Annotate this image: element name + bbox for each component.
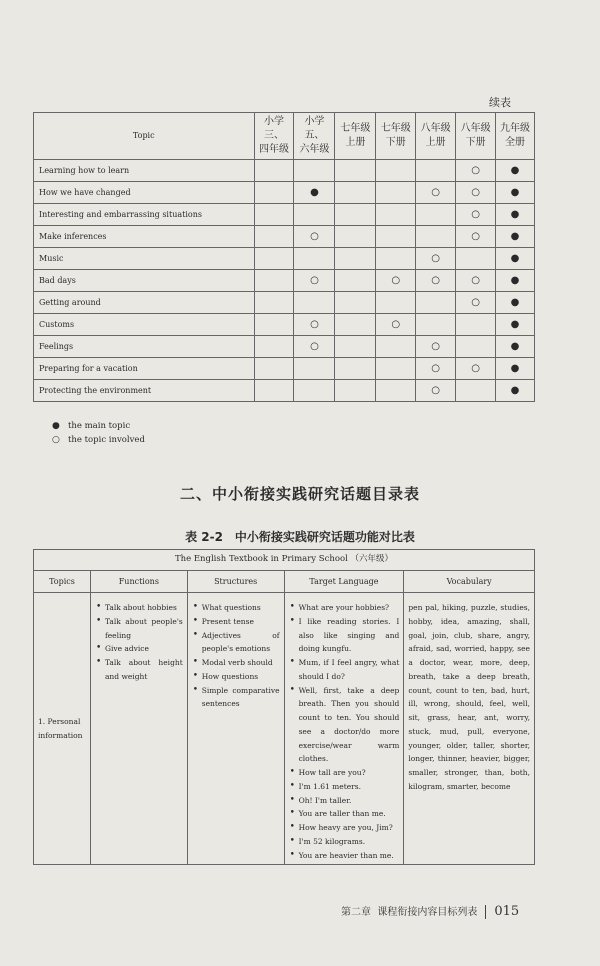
grade-header-line: 三、 (264, 130, 284, 141)
vocabulary-cell (404, 593, 535, 865)
target-language-item: • Oh! I'm taller. (289, 794, 400, 808)
topic-name: How we have changed (34, 182, 255, 204)
empty-cell (376, 226, 416, 248)
empty-cell (335, 336, 376, 358)
footer-divider (485, 905, 486, 919)
header-functions: Functions (90, 571, 187, 593)
main-topic-mark: ● (496, 160, 535, 182)
involved-topic-mark: ○ (294, 314, 335, 336)
empty-cell (254, 358, 294, 380)
topic-cell: 1. Personal information (34, 593, 91, 865)
target-language-item: • You are heavier than me. (289, 849, 400, 863)
empty-cell (335, 160, 376, 182)
grade-header-line: 小学 (264, 116, 284, 127)
topic-name: Feelings (34, 336, 255, 358)
legend-involved-label: the topic involved (68, 435, 145, 445)
structure-item: • Present tense (192, 615, 280, 629)
empty-cell (254, 204, 294, 226)
involved-topic-mark: ○ (456, 204, 496, 226)
legend-main-label: the main topic (68, 421, 131, 431)
main-topic-mark: ● (496, 204, 535, 226)
empty-cell (335, 358, 376, 380)
involved-topic-mark: ○ (416, 182, 456, 204)
section-title: 二、中小衔接实践研究话题目录表 (179, 485, 420, 503)
main-topic-mark: ● (496, 292, 535, 314)
empty-cell (376, 182, 416, 204)
main-topic-mark: ● (496, 270, 535, 292)
target-language-item: • You are taller than me. (289, 807, 400, 821)
grade-header (254, 113, 294, 160)
grade-header (294, 113, 335, 160)
topic-name: Bad days (34, 270, 255, 292)
empty-cell (416, 204, 456, 226)
empty-cell (254, 380, 294, 402)
grade-header-line: 七年级 (380, 123, 411, 134)
table-title: 表 2-2 中小衔接实践研究话题功能对比表 (185, 530, 415, 544)
grade-header-line: 九年级 (500, 123, 531, 134)
topic-name: Music (34, 248, 255, 270)
main-topic-mark: ● (294, 182, 335, 204)
empty-cell (294, 160, 335, 182)
empty-cell (294, 292, 335, 314)
grade-header (496, 113, 535, 160)
topic-name: Interesting and embarrassing situations (34, 204, 255, 226)
involved-topic-mark: ○ (456, 270, 496, 292)
grade-header-line: 下册 (385, 137, 406, 148)
main-topic-mark: ● (496, 336, 535, 358)
empty-cell (456, 380, 496, 402)
grade-header-line: 八年级 (420, 123, 451, 134)
target-language-item: • Mum, if I feel angry, what should I do? (289, 656, 400, 684)
target-language-item: • How tall are you? (289, 766, 400, 780)
header-target-language: Target Language (284, 571, 404, 593)
main-topic-mark: ● (496, 358, 535, 380)
structures-cell (187, 593, 284, 865)
grade-header (416, 113, 456, 160)
empty-cell (376, 358, 416, 380)
grade-header-line: 上册 (425, 137, 446, 148)
empty-cell (254, 292, 294, 314)
table-row (34, 380, 535, 402)
table-row (34, 160, 535, 182)
topic-name: Customs (34, 314, 255, 336)
empty-cell (376, 160, 416, 182)
table-row (34, 292, 535, 314)
empty-cell (335, 380, 376, 402)
topic-name: Make inferences (34, 226, 255, 248)
header-vocabulary: Vocabulary (404, 571, 535, 593)
filled-circle-icon: ● (52, 421, 60, 431)
empty-cell (335, 248, 376, 270)
involved-topic-mark: ○ (456, 358, 496, 380)
table-row (34, 314, 535, 336)
topic-header: Topic (34, 113, 255, 160)
empty-cell (335, 226, 376, 248)
structure-item: • Simple comparative sentences (192, 684, 280, 712)
involved-topic-mark: ○ (416, 380, 456, 402)
open-circle-icon: ○ (52, 435, 60, 445)
empty-cell (254, 270, 294, 292)
table-row (34, 358, 535, 380)
vocabulary-text: pen pal, hiking, puzzle, studies, hobby, idea, amazing, shall, goal, join, club, share, angry, afraid, sad, worried, happy, see a doctor, wear, more, deep, breath, take a deep breath, count, count to ten, bad, hurt, ill, wrong, should, feel, well, sit, grass, hear, ant, worry, stuck, mud, pull, everyone, younger, older, taller, shorter, longer, thinner, heavier, bigger, smaller, stronger, than, both, kilogram, smarter, become (408, 603, 530, 791)
textbook-caption: The English Textbook in Primary School （六年级） (34, 550, 535, 571)
main-topic-mark: ● (496, 314, 535, 336)
topic-name: Protecting the environment (34, 380, 255, 402)
empty-cell (294, 204, 335, 226)
empty-cell (416, 292, 456, 314)
empty-cell (254, 336, 294, 358)
involved-topic-mark: ○ (294, 336, 335, 358)
empty-cell (416, 226, 456, 248)
function-item: • Give advice (95, 642, 183, 656)
target-language-item: • I like reading stories. I also like singing and doing kungfu. (289, 615, 400, 656)
involved-topic-mark: ○ (416, 336, 456, 358)
grade-header-line: 八年级 (460, 123, 491, 134)
target-language-item: • How heavy are you, Jim? (289, 821, 400, 835)
main-topic-mark: ● (496, 380, 535, 402)
empty-cell (456, 314, 496, 336)
involved-topic-mark: ○ (416, 248, 456, 270)
function-item: • Talk about height and weight (95, 656, 183, 684)
empty-cell (335, 292, 376, 314)
topic-name: Getting around (34, 292, 255, 314)
grade-header-line: 四年级 (259, 144, 289, 155)
function-item: • Talk about hobbies (95, 601, 183, 615)
structure-item: • Adjectives of people's emotions (192, 629, 280, 657)
empty-cell (294, 248, 335, 270)
target-language-item: • Well, first, take a deep breath. Then you should count to ten. You should see a doctor/do more exercise/wear warm clothes. (289, 684, 400, 767)
involved-topic-mark: ○ (376, 270, 416, 292)
table-row (34, 248, 535, 270)
empty-cell (376, 248, 416, 270)
table-row (34, 336, 535, 358)
grade-header-line: 上册 (345, 137, 366, 148)
empty-cell (416, 160, 456, 182)
grade-header (456, 113, 496, 160)
empty-cell (456, 336, 496, 358)
table-row (34, 182, 535, 204)
structure-item: • What questions (192, 601, 280, 615)
involved-topic-mark: ○ (456, 292, 496, 314)
empty-cell (254, 248, 294, 270)
main-topic-mark: ● (496, 248, 535, 270)
chapter-title: 课程衔接内容目标列表 (377, 907, 478, 918)
involved-topic-mark: ○ (376, 314, 416, 336)
empty-cell (294, 358, 335, 380)
grade-header-line: 全册 (505, 137, 526, 148)
empty-cell (456, 248, 496, 270)
empty-cell (294, 380, 335, 402)
empty-cell (335, 314, 376, 336)
empty-cell (376, 204, 416, 226)
empty-cell (254, 314, 294, 336)
main-topic-mark: ● (496, 182, 535, 204)
topic-name: Learning how to learn (34, 160, 255, 182)
header-topics: Topics (34, 571, 91, 593)
function-item: • Talk about people's feeling (95, 615, 183, 643)
involved-topic-mark: ○ (294, 270, 335, 292)
structure-item: • How questions (192, 670, 280, 684)
involved-topic-mark: ○ (416, 358, 456, 380)
legend-main (52, 421, 130, 431)
empty-cell (416, 314, 456, 336)
functions-cell (90, 593, 187, 865)
chapter-label: 第二章 (341, 907, 371, 918)
empty-cell (254, 226, 294, 248)
page-footer (341, 903, 519, 919)
target-language-cell (284, 593, 404, 865)
grade-header-line: 七年级 (340, 123, 371, 134)
page-number: 015 (494, 904, 520, 919)
main-topic-mark: ● (496, 226, 535, 248)
table-row (34, 270, 535, 292)
grade-header-line: 小学 (304, 116, 325, 127)
involved-topic-mark: ○ (294, 226, 335, 248)
function-comparison-table (33, 549, 535, 865)
empty-cell (376, 292, 416, 314)
involved-topic-mark: ○ (456, 182, 496, 204)
structure-item: • Modal verb should (192, 656, 280, 670)
involved-topic-mark: ○ (456, 160, 496, 182)
grade-header (376, 113, 416, 160)
grade-header-line: 六年级 (299, 144, 330, 155)
empty-cell (376, 380, 416, 402)
topic-name: Preparing for a vacation (34, 358, 255, 380)
empty-cell (254, 182, 294, 204)
table-row (34, 204, 535, 226)
legend-involved (52, 435, 145, 445)
empty-cell (376, 336, 416, 358)
grade-header-line: 五、 (304, 130, 325, 141)
involved-topic-mark: ○ (456, 226, 496, 248)
empty-cell (335, 182, 376, 204)
header-structures: Structures (187, 571, 284, 593)
topic-grade-table (33, 112, 535, 402)
target-language-item: • I'm 52 kilograms. (289, 835, 400, 849)
grade-header (335, 113, 376, 160)
table-row (34, 226, 535, 248)
empty-cell (254, 160, 294, 182)
involved-topic-mark: ○ (416, 270, 456, 292)
grade-header-line: 下册 (465, 137, 486, 148)
target-language-item: • What are your hobbies? (289, 601, 400, 615)
empty-cell (335, 204, 376, 226)
continued-label: 续表 (489, 96, 511, 109)
target-language-item: • I'm 1.61 meters. (289, 780, 400, 794)
empty-cell (335, 270, 376, 292)
